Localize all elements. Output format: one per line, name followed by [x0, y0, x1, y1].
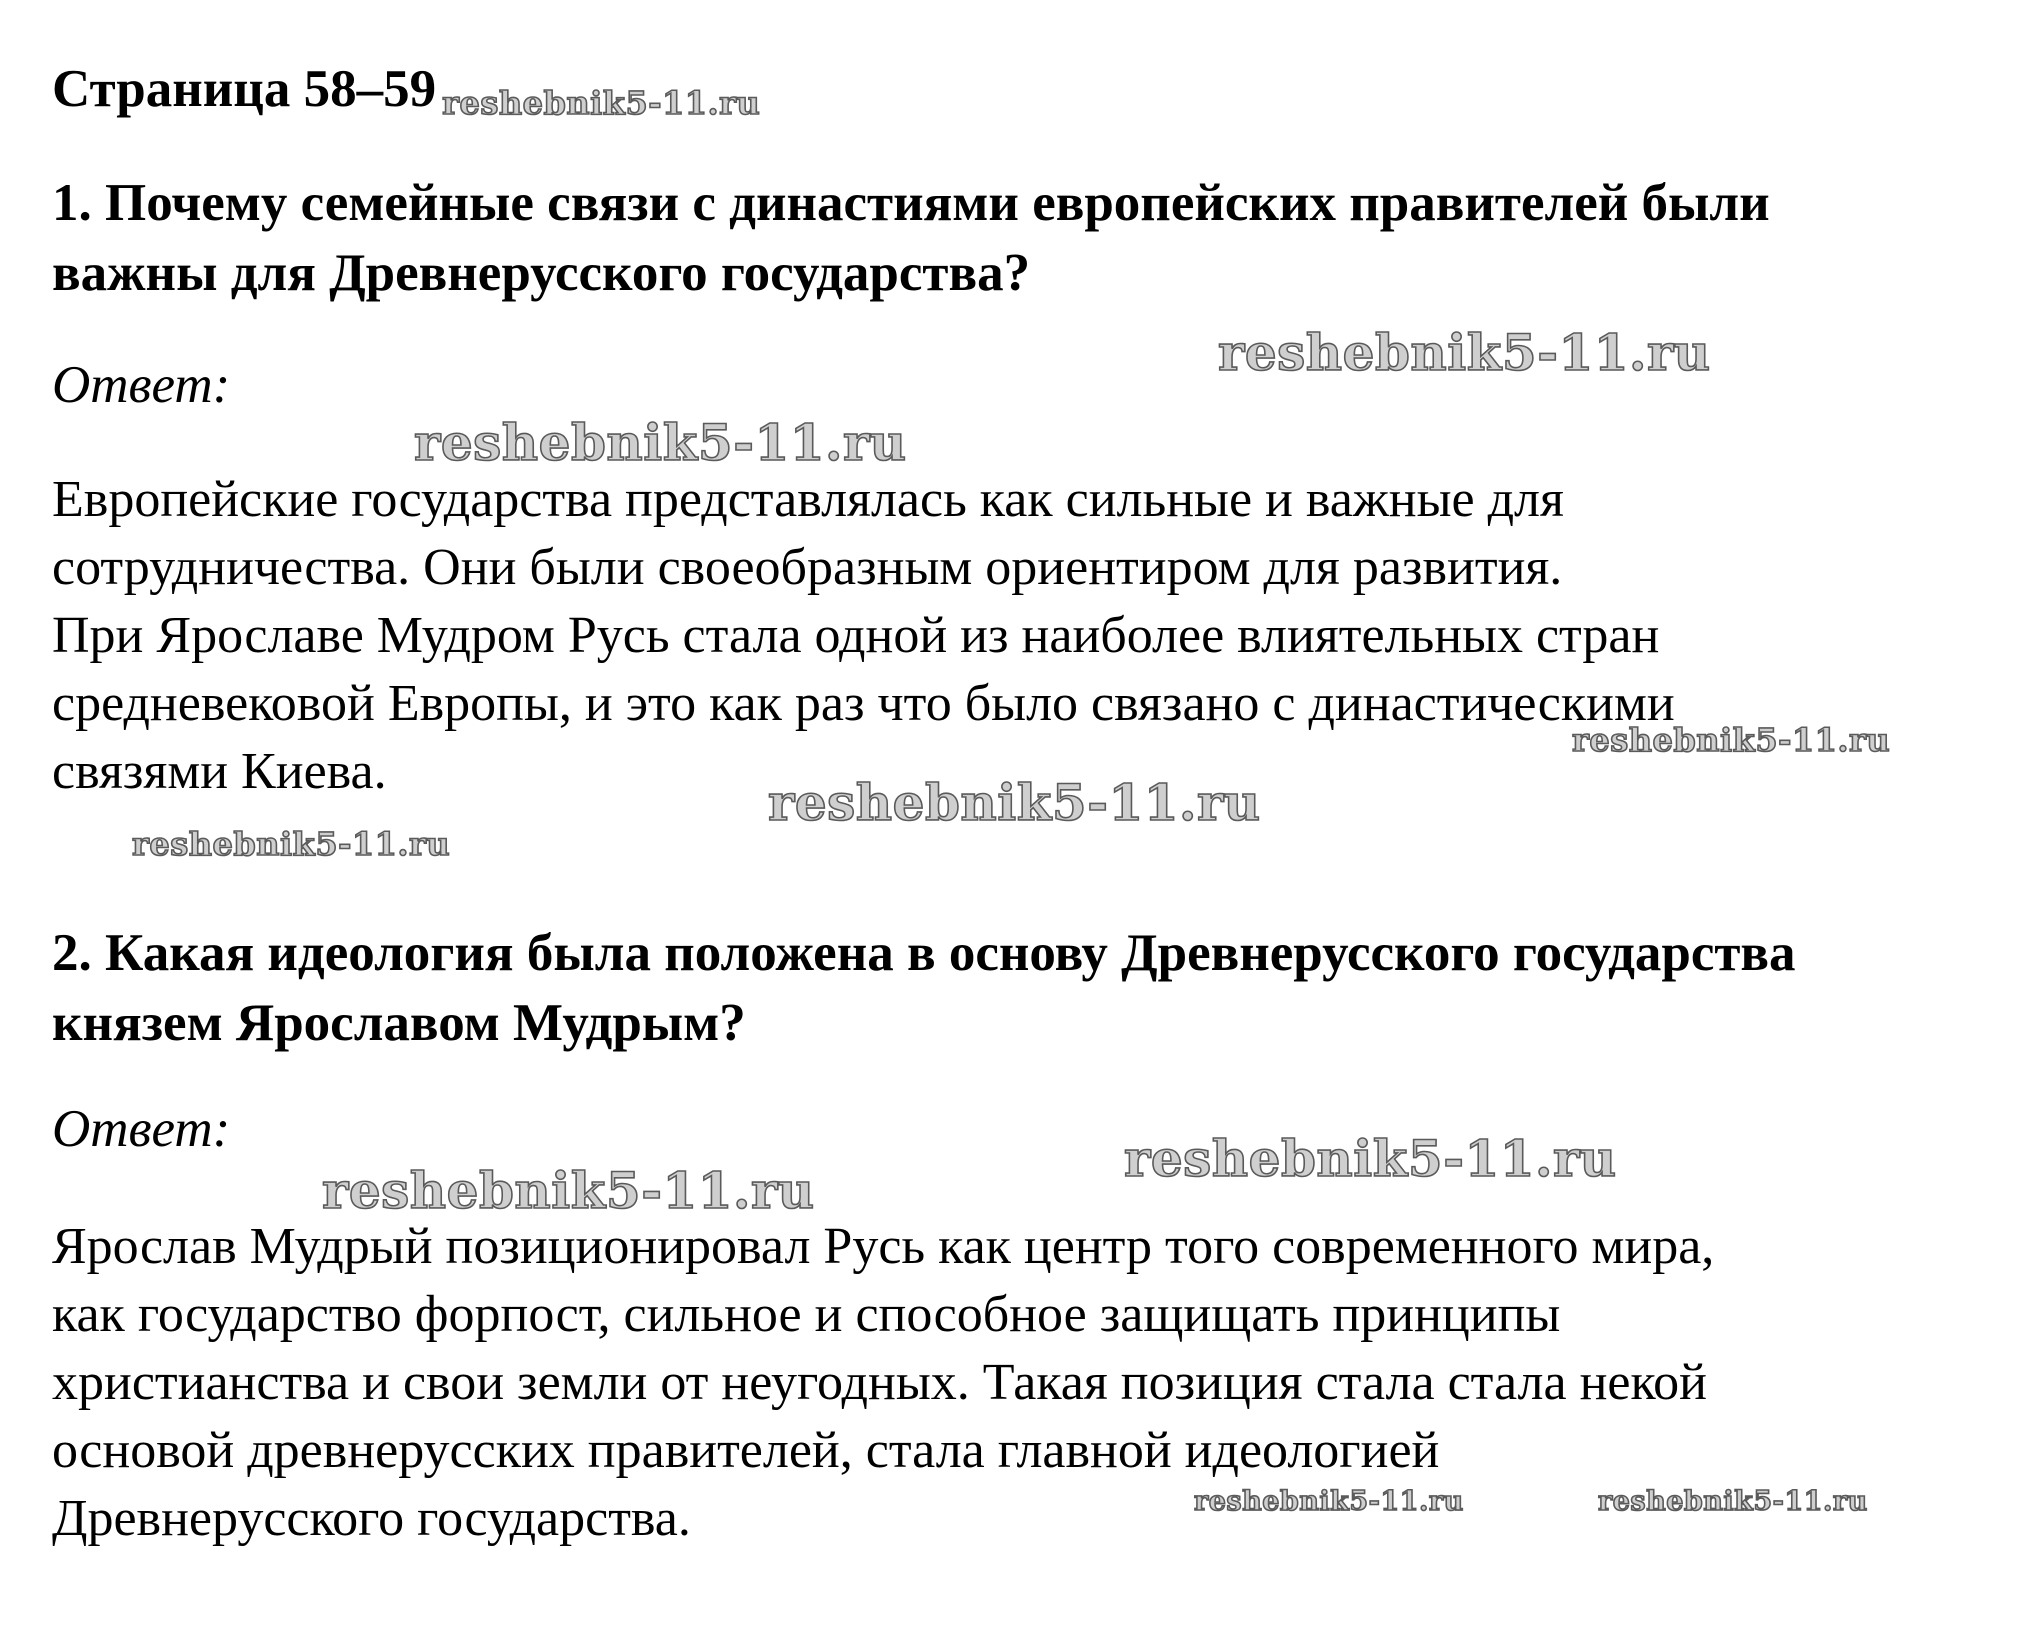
- answer-1-line-4: средневековой Европы, и это как раз что было связано с династическими: [52, 675, 1675, 732]
- watermark: reshebnik5-11.ru: [1124, 1129, 1617, 1188]
- watermark: reshebnik5-11.ru: [1218, 323, 1711, 382]
- watermark: reshebnik5-11.ru: [414, 413, 907, 472]
- answer-2-label: Ответ:: [52, 1100, 231, 1158]
- answer-2-line-2: как государство форпост, сильное и способное защищать принципы: [52, 1286, 1561, 1343]
- answer-1-line-1: Европейские государства представлялась как сильные и важные для: [52, 471, 1564, 528]
- watermark: reshebnik5-11.ru: [1598, 1486, 1868, 1517]
- answer-1-line-3: При Ярославе Мудром Русь стала одной из наиболее влиятельных стран: [52, 607, 1660, 664]
- answer-2-line-1: Ярослав Мудрый позиционировал Русь как центр того современного мира,: [52, 1218, 1715, 1275]
- answer-1-line-2: сотрудничества. Они были своеобразным ориентиром для развития.: [52, 539, 1563, 596]
- watermark: reshebnik5-11.ru: [322, 1161, 815, 1220]
- answer-1-text: [52, 466, 1675, 806]
- question-2: [52, 918, 1796, 1058]
- watermark: reshebnik5-11.ru: [768, 773, 1261, 832]
- answer-2-text: [52, 1213, 1714, 1553]
- answer-2-line-3: христианства и свои земли от неугодных. Такая позиция стала стала некой: [52, 1354, 1707, 1411]
- question-1: [52, 168, 1770, 308]
- page-title-text: Страница 58–59: [52, 60, 437, 118]
- answer-1-line-5: связями Киева.: [52, 743, 387, 800]
- question-2-line-1: 2. Какая идеология была положена в основу Древнерусского государства: [52, 924, 1796, 982]
- answer-2-line-5: Древнерусского государства.: [52, 1490, 691, 1547]
- watermark: reshebnik5-11.ru: [1572, 721, 1891, 759]
- watermark: reshebnik5-11.ru: [1194, 1486, 1464, 1517]
- watermark: reshebnik5-11.ru: [132, 825, 451, 863]
- watermark-title: reshebnik5-11.ru: [442, 84, 761, 122]
- answer-2-line-4: основой древнерусских правителей, стала главной идеологией: [52, 1422, 1440, 1479]
- question-1-line-2: важны для Древнерусского государства?: [52, 244, 1031, 302]
- question-2-line-2: князем Ярославом Мудрым?: [52, 994, 746, 1052]
- answer-1-label: Ответ:: [52, 356, 231, 414]
- question-1-line-1: 1. Почему семейные связи с династиями европейских правителей были: [52, 174, 1770, 232]
- page-title: [52, 56, 760, 122]
